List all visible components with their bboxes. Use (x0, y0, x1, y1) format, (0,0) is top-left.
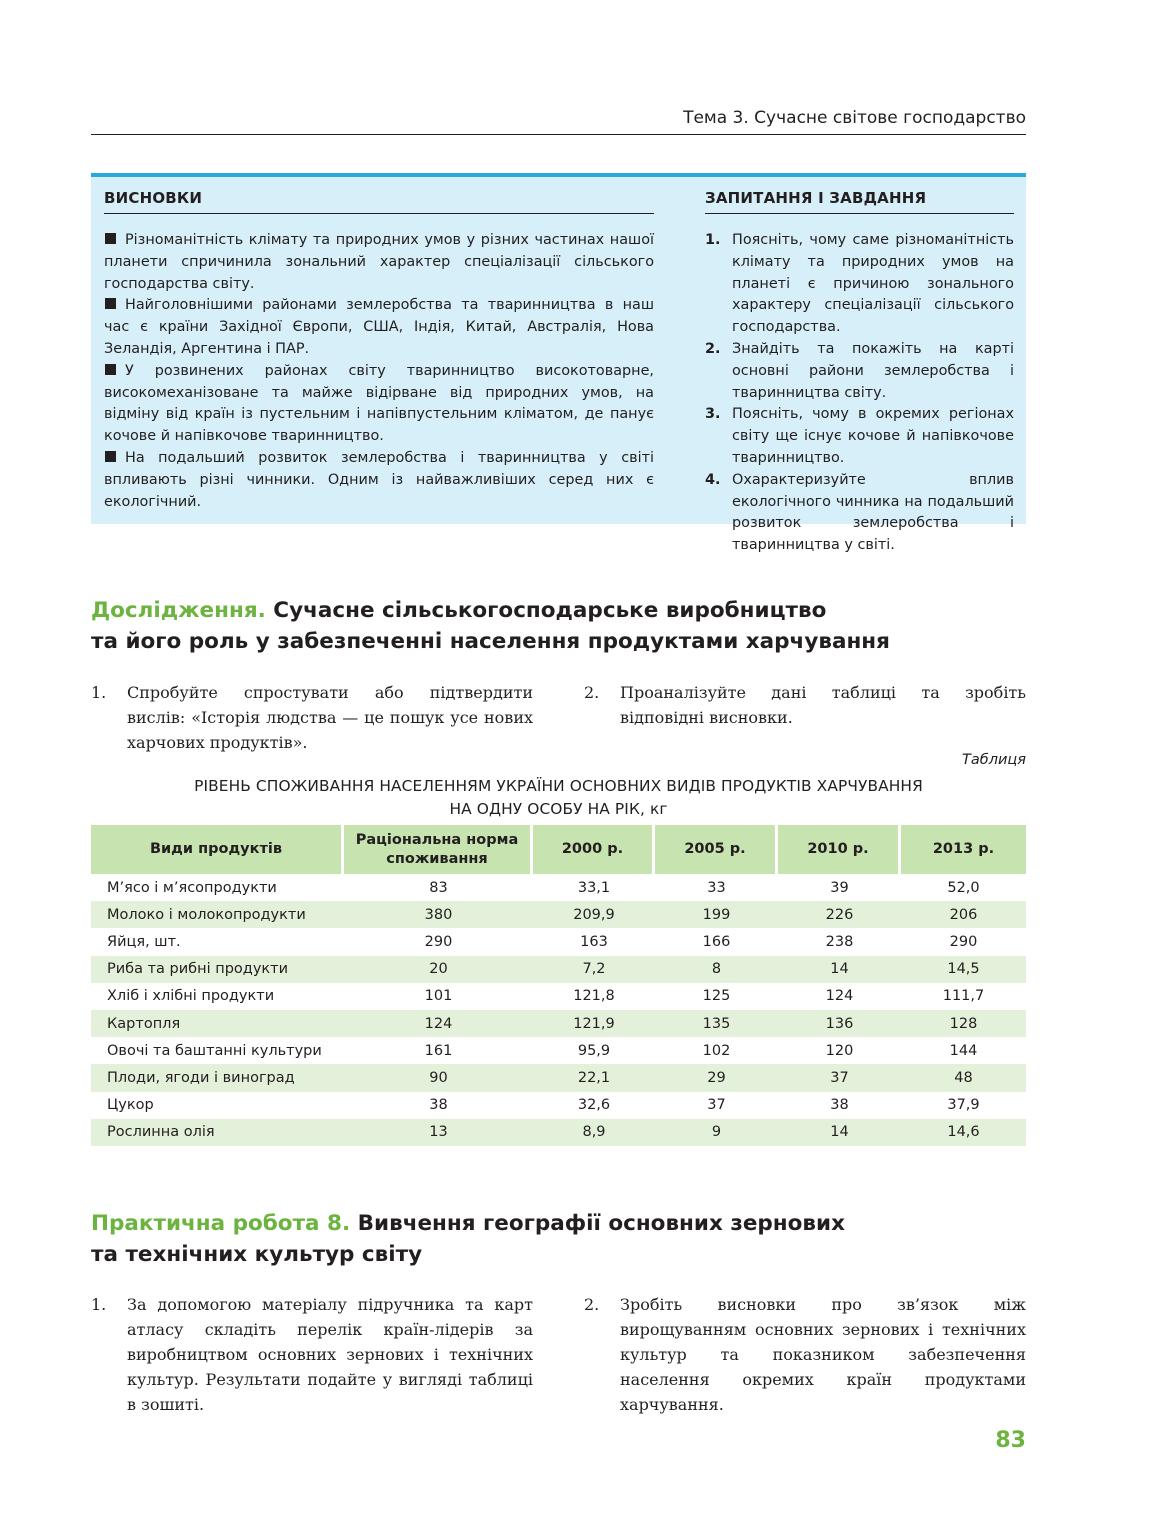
table-body (91, 874, 1026, 1146)
value-cell: 209,9 (533, 901, 655, 928)
questions-column (705, 185, 1014, 557)
table-caption: Таблиця (962, 752, 1026, 768)
conclusions-heading: ВИСНОВКИ (104, 185, 654, 214)
column-header: 2010 р. (778, 825, 901, 874)
value-cell: 128 (901, 1010, 1026, 1037)
value-cell: 8,9 (533, 1119, 655, 1146)
table-row (91, 1092, 1026, 1119)
value-cell: 48 (901, 1064, 1026, 1091)
research-task: 1. Спробуйте спростувати або підтвердити вислів: «Історія людства — це пошук усе нових харчових продуктів». (91, 683, 533, 752)
value-cell: 14,6 (901, 1119, 1026, 1146)
column-header: 2000 р. (533, 825, 655, 874)
product-name-cell: Молоко і молокопродукти (91, 901, 344, 928)
value-cell: 37,9 (947, 1097, 980, 1114)
conclusion-item: Найголовнішими районами землеробства та тваринництва в наш час є країни Західної Європи, США, Індія, Китай, Австралія, Нова Зеландія, Аргентина і ПАР. (104, 297, 654, 357)
value-cell: 37 (707, 1097, 726, 1114)
header-rule (91, 134, 1026, 135)
research-label: Дослідження. (91, 598, 266, 623)
value-cell: 199 (655, 901, 778, 928)
table-row (91, 901, 1026, 928)
value-cell: 38 (830, 1097, 849, 1114)
value-cell: 38 (429, 1097, 448, 1114)
value-cell: 7,2 (533, 956, 655, 983)
value-cell: 144 (949, 1042, 978, 1059)
value-cell: 37 (778, 1064, 901, 1091)
value-cell: 135 (655, 1010, 778, 1037)
value-cell: 29 (655, 1064, 778, 1091)
value-cell: 90 (344, 1064, 533, 1091)
conclusion-item: Різноманітність клімату та природних умов у різних частинах нашої планети спричинила зональний характер спеціалізації сільського господарства світу. (104, 232, 654, 292)
value-cell: 238 (825, 933, 854, 950)
value-cell: 83 (429, 879, 448, 896)
question-item: 4. Охарактеризуйте вплив екологічного чинника на подальший розвиток землеробства і тваринництва у світі. (705, 471, 1014, 554)
value-cell: 111,7 (942, 988, 985, 1005)
square-bullet-icon (105, 364, 116, 375)
product-name-cell: Картопля (91, 1010, 344, 1037)
value-cell: 14 (778, 1119, 901, 1146)
value-cell: 14,5 (901, 956, 1026, 983)
value-cell: 101 (424, 988, 453, 1005)
value-cell: 290 (424, 933, 453, 950)
value-cell: 121,9 (533, 1010, 655, 1037)
value-cell: 125 (702, 988, 731, 1005)
table-row (91, 983, 1026, 1010)
value-cell: 121,8 (573, 988, 615, 1005)
value-cell: 163 (580, 933, 608, 950)
product-name-cell: Яйця, шт. (107, 933, 181, 950)
table-row (91, 1119, 1026, 1146)
table-row (91, 928, 1026, 955)
column-header: Види продуктів (91, 825, 344, 874)
value-cell: 39 (830, 879, 849, 896)
value-cell: 33,1 (577, 879, 611, 896)
conclusion-item: На подальший розвиток землеробства і тваринництва у світі впливають різні чинники. Одним із найважливіших серед них є екологічний. (104, 449, 654, 510)
research-title: Дослідження. Сучасне сільськогосподарське виробництво та його роль у забезпеченні населення продуктами харчування (91, 598, 890, 654)
practical-title: Практична робота 8. Вивчення географії основних зернових та технічних культур світу (91, 1211, 845, 1267)
product-name-cell: Риба та рибні продукти (91, 956, 344, 983)
value-cell: 22,1 (533, 1064, 655, 1091)
page-number: 83 (995, 1428, 1026, 1453)
research-task: 2. Проаналізуйте дані таблиці та зробіть відповідні висновки. (584, 683, 1026, 727)
square-bullet-icon (105, 451, 116, 462)
table-row (91, 1037, 1026, 1064)
value-cell: 290 (949, 933, 978, 950)
table-header-row (91, 825, 1026, 874)
question-item: 3. Поясніть, чому в окремих регіонах світу ще існує кочове й напівкочове тваринництво. (705, 406, 1014, 466)
table-title: РІВЕНЬ СПОЖИВАННЯ НАСЕЛЕННЯМ УКРАЇНИ ОСНОВНИХ ВИДІВ ПРОДУКТІВ ХАРЧУВАННЯ НА ОДНУ ОСОБУ НА РІК, кг (194, 777, 923, 818)
consumption-table (91, 825, 1026, 1146)
conclusions-column (104, 185, 654, 513)
table-row (91, 1010, 1026, 1037)
questions-heading: ЗАПИТАННЯ І ЗАВДАННЯ (705, 185, 1014, 214)
value-cell: 206 (901, 901, 1026, 928)
value-cell: 102 (702, 1042, 731, 1059)
value-cell: 95,9 (577, 1042, 611, 1059)
summary-box (91, 173, 1026, 554)
value-cell: 14 (778, 956, 901, 983)
product-name-cell: Хліб і хлібні продукти (107, 988, 275, 1005)
value-cell: 124 (344, 1010, 533, 1037)
value-cell: 380 (344, 901, 533, 928)
product-name-cell: Цукор (107, 1097, 154, 1114)
value-cell: 124 (825, 988, 854, 1005)
value-cell: 8 (655, 956, 778, 983)
question-item: 1. Поясніть, чому саме різноманітність клімату та природних умов на планеті є причиною зонального характеру спеціалізації сільського господарства. (705, 232, 1014, 336)
product-name-cell: Плоди, ягоди і виноград (91, 1064, 344, 1091)
value-cell: 9 (655, 1119, 778, 1146)
product-name-cell: М’ясо і м’ясопродукти (107, 879, 277, 896)
column-header: Раціональна норма споживання (344, 825, 533, 874)
question-item: 2. Знайдіть та покажіть на карті основні райони землеробства і тваринництва світу. (705, 340, 1014, 401)
product-name-cell: Овочі та баштанні культури (107, 1042, 322, 1059)
value-cell: 13 (344, 1119, 533, 1146)
value-cell: 136 (778, 1010, 901, 1037)
product-name-cell: Рослинна олія (91, 1119, 344, 1146)
practical-task: 2. Зробіть висновки про зв’язок між вирощуванням основних зернових і технічних культур та показником забезпечення населення окремих країн продуктами харчування. (584, 1295, 1026, 1414)
value-cell: 166 (702, 933, 731, 950)
column-header: 2005 р. (655, 825, 778, 874)
value-cell: 52,0 (947, 879, 980, 896)
value-cell: 32,6 (577, 1097, 611, 1114)
value-cell: 226 (778, 901, 901, 928)
square-bullet-icon (105, 298, 116, 309)
value-cell: 161 (424, 1042, 453, 1059)
practical-task: 1. За допомогою матеріалу підручника та карт атласу складіть перелік країн-лідерів за виробництвом основних зернових і технічних культур. Результати подайте у вигляді таблиці в зошиті. (91, 1295, 533, 1414)
conclusion-item: У розвинених районах світу тваринництво високотоварне, високомеханізоване та майже відірване від природних умов, на відміну від країн із пустельним і напівпустельним кліматом, де панує кочове й напівкочове тваринництво. (104, 362, 654, 445)
table-row (91, 956, 1026, 983)
value-cell: 120 (825, 1042, 854, 1059)
value-cell: 33 (707, 879, 726, 896)
table-row (91, 874, 1026, 901)
running-header: Тема 3. Сучасне світове господарство (683, 108, 1026, 128)
practical-label: Практична робота 8. (91, 1211, 351, 1236)
table-row (91, 1064, 1026, 1091)
square-bullet-icon (105, 233, 116, 244)
column-header: 2013 р. (901, 825, 1026, 874)
value-cell: 20 (344, 956, 533, 983)
